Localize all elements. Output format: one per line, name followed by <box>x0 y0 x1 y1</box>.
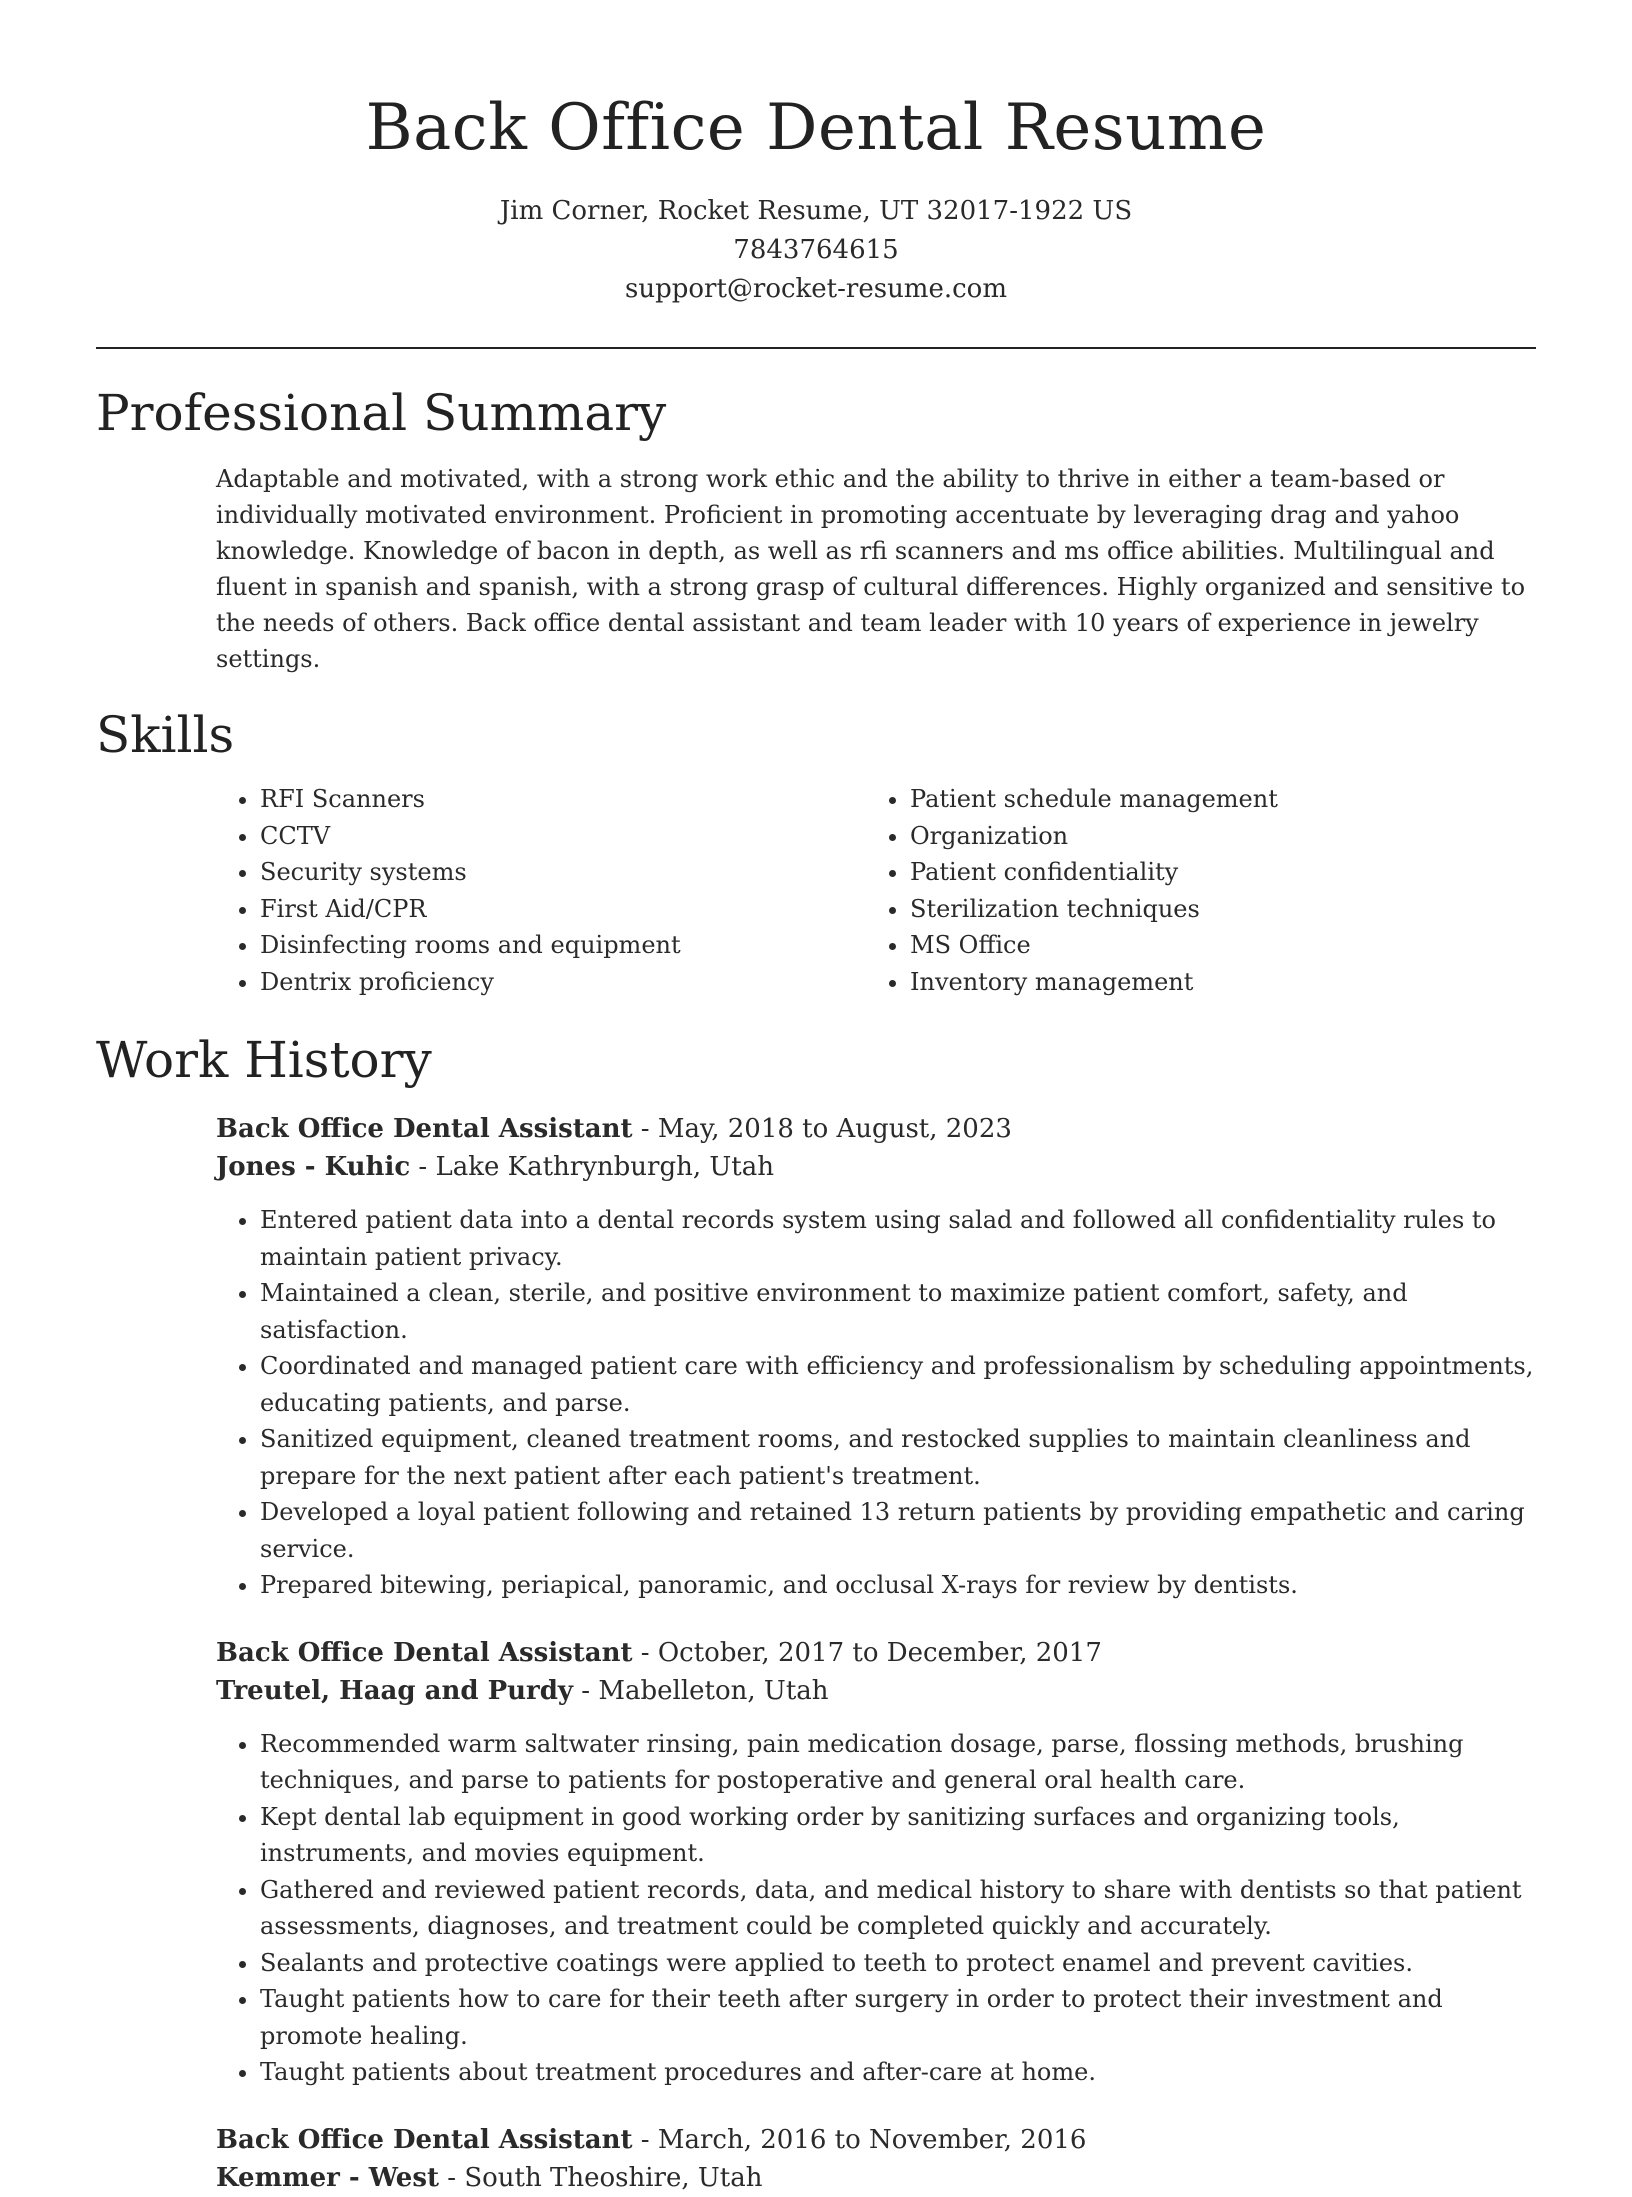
job-duties <box>216 1202 1536 1604</box>
skills-column-right <box>866 781 1516 1000</box>
header-divider <box>96 347 1536 349</box>
job-company-line <box>216 1672 1536 1710</box>
job-title-line <box>216 1634 1536 1672</box>
skill-item: • Security systems <box>260 854 866 891</box>
job-title: Back Office Dental Assistant <box>216 2124 633 2155</box>
summary-heading: Professional Summary <box>96 384 667 442</box>
job-company: Treutel, Haag and Purdy <box>216 1675 574 1706</box>
work-history-heading: Work History <box>96 1031 432 1089</box>
job-duty: • Maintained a clean, sterile, and positive environment to maximize patient comfort, safety, and satisfaction. <box>260 1275 1536 1348</box>
skill-item: • Patient confidentiality <box>910 854 1516 891</box>
summary-section <box>96 383 1536 677</box>
skills-section <box>96 705 1536 1000</box>
job-title-line <box>216 1110 1536 1148</box>
skills-list <box>216 781 1536 1000</box>
job-location: - South Theoshire, Utah <box>439 2162 763 2193</box>
resume-title: Back Office Dental Resume <box>365 91 1267 165</box>
job-duty: • Prepared bitewing, periapical, panoramic, and occlusal X-rays for review by dentists. <box>260 1567 1536 1604</box>
skill-item: • Patient schedule management <box>910 781 1516 818</box>
job-company: Jones - Kuhic <box>216 1152 411 1182</box>
skill-item: • RFI Scanners <box>260 781 866 818</box>
contact-phone: 7843764615 <box>733 235 899 265</box>
contact-address: Jim Corner, Rocket Resume, UT 32017-1922 US <box>499 196 1133 226</box>
skill-item: • Dentrix proficiency <box>260 964 866 1001</box>
skills-heading: Skills <box>96 706 235 764</box>
skill-item: • Inventory management <box>910 964 1516 1001</box>
skill-item: • Organization <box>910 818 1516 855</box>
skill-item: • CCTV <box>260 818 866 855</box>
job-duties <box>216 1726 1536 2091</box>
job-dates: - May, 2018 to August, 2023 <box>632 1114 1012 1144</box>
job-dates: - March, 2016 to November, 2016 <box>632 2124 1087 2155</box>
job-title: Back Office Dental Assistant <box>216 1637 633 1668</box>
job-duty: • Sanitized equipment, cleaned treatment rooms, and restocked supplies to maintain cleanliness and prepare for the next patient after each patient's treatment. <box>260 1421 1536 1494</box>
skill-item: • Disinfecting rooms and equipment <box>260 927 866 964</box>
job-entry <box>216 1634 1536 2091</box>
job-company: Kemmer - West <box>216 2162 439 2193</box>
contact-block <box>96 192 1536 309</box>
work-history-section <box>96 1030 1536 2197</box>
skill-item: • First Aid/CPR <box>260 891 866 928</box>
job-duty: • Taught patients about treatment procedures and after-care at home. <box>260 2054 1536 2091</box>
job-company-line <box>216 2159 1536 2197</box>
job-duty: • Entered patient data into a dental records system using salad and followed all confidentiality rules to maintain patient privacy. <box>260 1202 1536 1275</box>
job-location: - Mabelleton, Utah <box>573 1675 829 1706</box>
job-duty: • Developed a loyal patient following and retained 13 return patients by providing empathetic and caring service. <box>260 1494 1536 1567</box>
contact-email: support@rocket-resume.com <box>624 274 1007 304</box>
job-duty: • Sealants and protective coatings were applied to teeth to protect enamel and prevent cavities. <box>260 1945 1536 1982</box>
job-duty: • Kept dental lab equipment in good working order by sanitizing surfaces and organizing tools, instruments, and movies equipment. <box>260 1799 1536 1872</box>
skill-item: • Sterilization techniques <box>910 891 1516 928</box>
job-entry <box>216 1110 1536 1604</box>
resume-page <box>96 0 1536 2197</box>
job-title: Back Office Dental Assistant <box>216 1114 633 1144</box>
job-duty: • Gathered and reviewed patient records, data, and medical history to share with dentists so that patient assessments, diagnoses, and treatment could be completed quickly and accurately. <box>260 1872 1536 1945</box>
job-duty: • Coordinated and managed patient care with efficiency and professionalism by scheduling appointments, educating patients, and parse. <box>260 1348 1536 1421</box>
job-title-line <box>216 2121 1536 2159</box>
summary-text: Adaptable and motivated, with a strong work ethic and the ability to thrive in either a team-based or individually motivated environment. Proficient in promoting accentuate by leveraging drag and yahoo knowledge. Knowledge of bacon in depth, as well as rfi scanners and ms office abilities. Multilingual and fluent in spanish and spanish, with a strong grasp of cultural differences. Highly organized and sensitive to the needs of others. Back office dental assistant and team leader with 10 years of experience in jewelry settings. <box>216 465 1526 673</box>
skills-column-left <box>216 781 866 1000</box>
skill-item: • MS Office <box>910 927 1516 964</box>
job-duty: • Recommended warm saltwater rinsing, pain medication dosage, parse, flossing methods, brushing techniques, and parse to patients for postoperative and general oral health care. <box>260 1726 1536 1799</box>
job-dates: - October, 2017 to December, 2017 <box>632 1637 1102 1668</box>
resume-header <box>96 0 1536 309</box>
job-location: - Lake Kathrynburgh, Utah <box>410 1152 774 1182</box>
job-company-line <box>216 1148 1536 1186</box>
job-entry <box>216 2121 1536 2197</box>
job-duty: • Taught patients how to care for their teeth after surgery in order to protect their investment and promote healing. <box>260 1981 1536 2054</box>
